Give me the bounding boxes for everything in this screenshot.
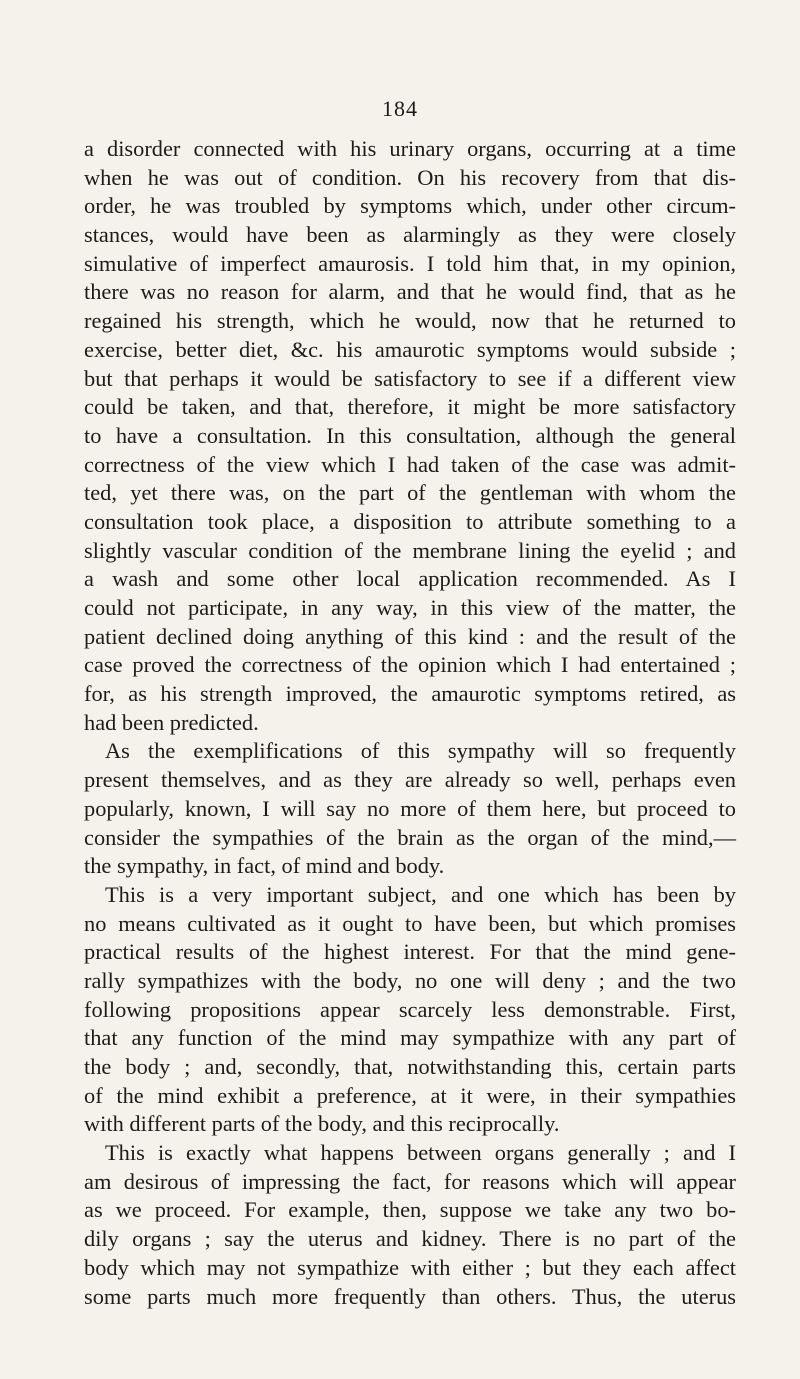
body-text	[84, 135, 736, 1311]
text-line: some parts much more frequently than others. Thus, the uterus	[84, 1283, 736, 1309]
text-line: practical results of the highest interest. For that the mind gene-	[84, 939, 736, 965]
text-line: dily organs ; say the uterus and kidney. There is no part of the	[84, 1226, 736, 1252]
text-line: to have a consultation. In this consultation, although the general	[84, 422, 736, 448]
text-line: popularly, known, I will say no more of them here, but proceed to	[84, 795, 736, 821]
text-line: regained his strength, which he would, now that he returned to	[84, 308, 736, 334]
text-line: am desirous of impressing the fact, for reasons which will appear	[84, 1168, 736, 1194]
page-number: 184	[382, 96, 418, 121]
text-line: the sympathy, in fact, of mind and body.	[84, 853, 445, 879]
text-line: a disorder connected with his urinary organs, occurring at a time	[84, 136, 736, 161]
text-line: for, as his strength improved, the amaurotic symptoms retired, as	[84, 681, 736, 707]
text-line: consultation took place, a disposition to attribute something to a	[84, 508, 736, 534]
text-line: had been predicted.	[84, 709, 259, 735]
text-line: ted, yet there was, on the part of the gentleman with whom the	[84, 480, 736, 506]
text-line: This is exactly what happens between organs generally ; and I	[105, 1140, 736, 1166]
text-line: patient declined doing anything of this kind : and the result of the	[84, 623, 736, 649]
text-line: could not participate, in any way, in this view of the matter, the	[84, 595, 736, 620]
text-line: correctness of the view which I had taken of the case was admit-	[84, 451, 736, 477]
text-line: there was no reason for alarm, and that he would find, that as he	[84, 279, 736, 305]
text-line: of the mind exhibit a preference, at it were, in their sympathies	[84, 1082, 736, 1108]
text-line: As the exemplifications of this sympathy will so frequently	[105, 738, 736, 764]
text-line: consider the sympathies of the brain as the organ of the mind,—	[84, 824, 736, 850]
text-line: present themselves, and as they are already so well, perhaps even	[84, 767, 736, 793]
text-line: following propositions appear scarcely less demonstrable. First,	[84, 996, 736, 1022]
text-line: simulative of imperfect amaurosis. I told him that, in my opinion,	[84, 250, 736, 276]
text-line: that any function of the mind may sympathize with any part of	[84, 1025, 736, 1051]
text-line: slightly vascular condition of the membrane lining the eyelid ; and	[84, 537, 736, 563]
text-line: stances, would have been as alarmingly as they were closely	[84, 222, 736, 248]
text-line: This is a very important subject, and one which has been by	[105, 881, 736, 907]
text-line: but that perhaps it would be satisfactory to see if a different view	[84, 365, 736, 391]
text-line: body which may not sympathize with either ; but they each affect	[84, 1254, 736, 1280]
text-line: as we proceed. For example, then, suppose we take any two bo-	[84, 1197, 736, 1223]
text-line: a wash and some other local application recommended. As I	[84, 566, 736, 592]
text-line: exercise, better diet, &c. his amaurotic symptoms would subside ;	[84, 336, 736, 362]
text-line: with different parts of the body, and this reciprocally.	[84, 1111, 560, 1137]
text-line: no means cultivated as it ought to have been, but which promises	[84, 910, 736, 936]
text-line: could be taken, and that, therefore, it might be more satisfactory	[84, 394, 736, 420]
text-line: order, he was troubled by symptoms which, under other circum-	[84, 193, 736, 219]
text-line: when he was out of condition. On his recovery from that dis-	[84, 164, 736, 190]
text-line: rally sympathizes with the body, no one will deny ; and the two	[84, 967, 736, 993]
text-line: the body ; and, secondly, that, notwithstanding this, certain parts	[84, 1054, 736, 1079]
text-line: case proved the correctness of the opinion which I had entertained ;	[84, 652, 736, 678]
